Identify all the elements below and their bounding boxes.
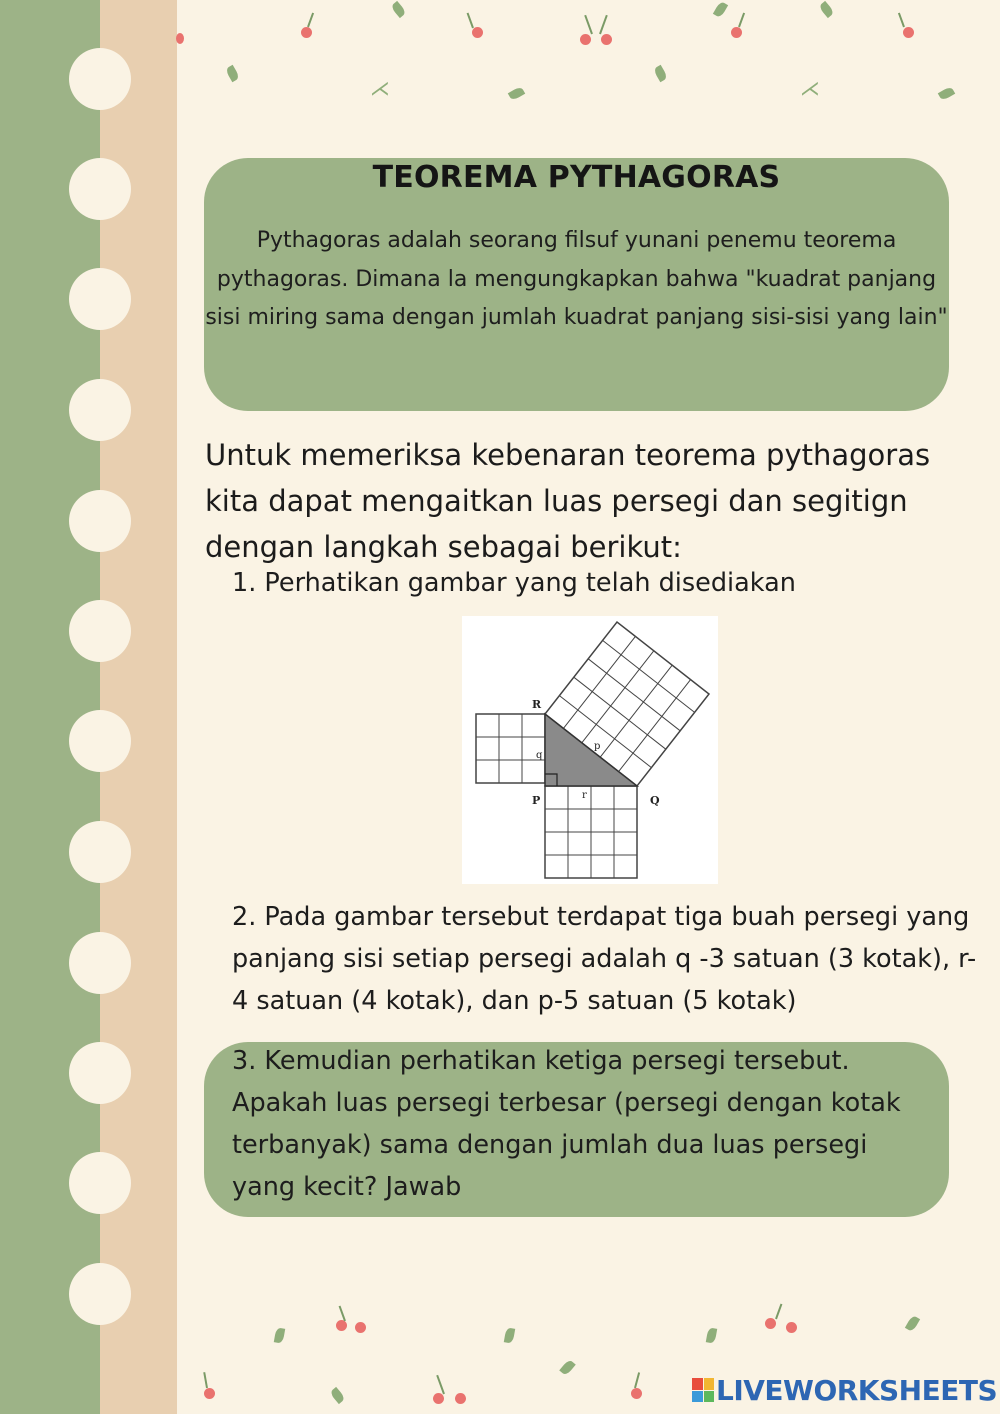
instructions-lead: Untuk memeriksa kebenaran teorema pythagoras kita dapat mengaitkan luas persegi dan segitign dengan langkah sebagai berikut: <box>205 438 931 564</box>
binder-hole <box>69 490 131 552</box>
binder-hole <box>69 932 131 994</box>
binder-hole <box>69 48 131 110</box>
step-3-question: 3. Kemudian perhatikan ketiga persegi tersebut. Apakah luas persegi terbesar (persegi dengan kotak terbanyak) sama dengan jumlah dua luas persegi yang kecit? Jawab <box>232 1046 901 1202</box>
label-P: P <box>532 794 541 807</box>
binder-hole <box>69 710 131 772</box>
page-title: TEOREMA PYTHAGORAS <box>372 160 781 195</box>
binder-hole <box>69 600 131 662</box>
binder-hole <box>69 268 131 330</box>
step-1-text: 1. Perhatikan gambar yang telah disediakan <box>232 568 796 598</box>
binder-hole <box>69 1263 131 1325</box>
square-q <box>476 714 545 783</box>
square-r <box>545 786 637 878</box>
label-R: R <box>532 698 542 711</box>
pythagoras-diagram <box>462 616 718 884</box>
right-triangle <box>545 714 637 786</box>
binder-hole <box>69 1042 131 1104</box>
step-2-text: 2. Pada gambar tersebut terdapat tiga buah persegi yang panjang sisi setiap persegi adalah q -3 satuan (3 kotak), r-4 satuan (4 kotak), dan p-5 satuan (5 kotak) <box>232 902 977 1016</box>
binder-hole <box>69 1152 131 1214</box>
brand-name: LIVEWORKSHEETS <box>716 1373 998 1407</box>
liveworksheets-logo <box>692 1372 997 1408</box>
label-p: p <box>594 741 601 752</box>
intro-paragraph: Pythagoras adalah seorang filsuf yunani penemu teorema pythagoras. Dimana la mengungkapkan bahwa "kuadrat panjang sisi miring sama dengan jumlah kuadrat panjang sisi-sisi yang lain" <box>205 228 948 330</box>
binder-hole <box>69 158 131 220</box>
pythagoras-figure <box>462 616 718 884</box>
label-Q: Q <box>650 794 660 807</box>
label-r: r <box>582 790 587 801</box>
binder-hole <box>69 821 131 883</box>
label-q: q <box>536 750 543 761</box>
liveworksheets-icon <box>692 1378 714 1402</box>
binder-hole <box>69 379 131 441</box>
